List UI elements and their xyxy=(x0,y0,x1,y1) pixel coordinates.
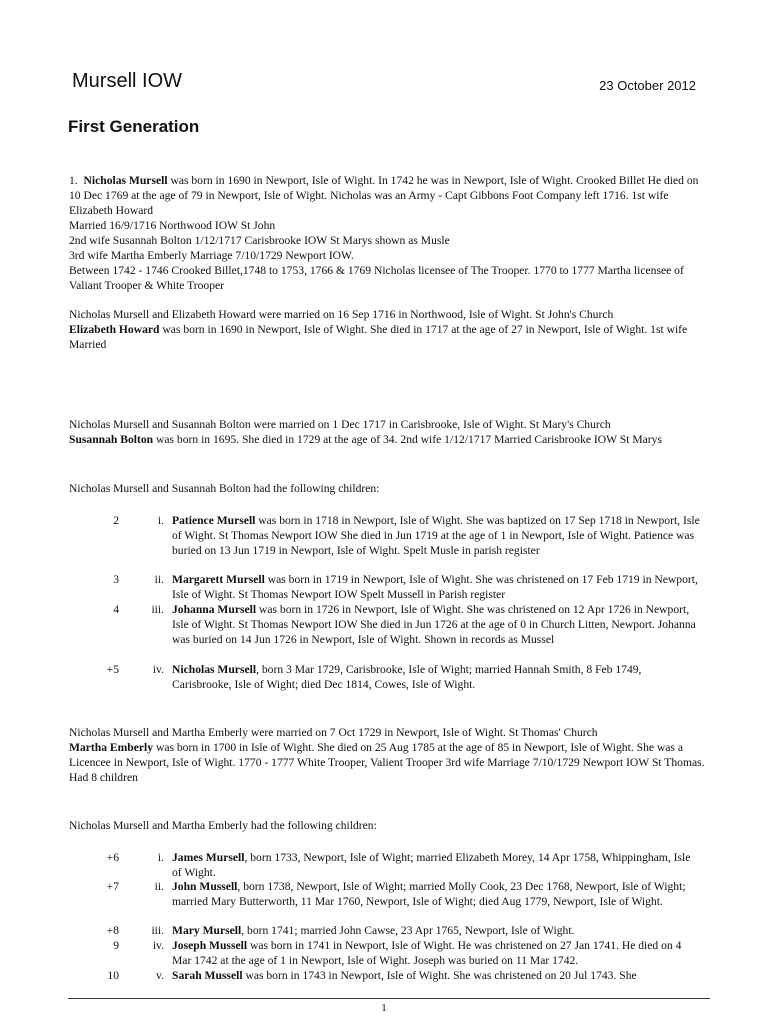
child-name: John Mussell xyxy=(172,880,238,893)
note-line: Between 1742 - 1746 Crooked Billet,1748 to 1753, 1766 & 1769 Nicholas licensee of The Trooper. 1770 to 1777 Martha licensee of Valiant Trooper & White Trooper xyxy=(69,264,684,292)
child-index: v. xyxy=(156,969,164,982)
child-name: James Mursell xyxy=(172,851,245,864)
person-name: Nicholas Mursell xyxy=(83,174,168,187)
generation-heading: First Generation xyxy=(68,117,200,136)
child-details: , born 1738, Newport, Isle of Wight; married Molly Cook, 23 Dec 1768, Newport, Isle of Wight; married Mary Butterworth, 11 Mar 1760, Newport, Isle of Wight; died Aug 1779, Newport, Isle of Wight. xyxy=(172,880,686,908)
child-name: Sarah Mussell xyxy=(172,969,243,982)
footer-divider xyxy=(68,998,710,999)
marriage-line: Nicholas Mursell and Susannah Bolton were married on 1 Dec 1717 in Carisbrooke, Isle of Wight. St Mary's Church xyxy=(69,418,611,431)
children-intro: Nicholas Mursell and Martha Emberly had the following children: xyxy=(69,819,377,832)
spouse-name: Elizabeth Howard xyxy=(69,323,160,336)
child-index: ii. xyxy=(154,880,164,893)
child-number: 4 xyxy=(113,603,119,616)
child-details: was born in 1718 in Newport, Isle of Wight. She was baptized on 17 Sep 1718 in Newport, Isle of Wight. St Thomas Newport IOW She died in Jun 1719 at the age of 1 in Newport, Isle of Wight. Patience was buried on 13 Jun 1719 in Newport, Isle of Wight. Spelt Musle in parish register xyxy=(172,514,700,557)
spouse-name: Martha Emberly xyxy=(69,741,154,754)
child-index: ii. xyxy=(154,573,164,586)
note-line: Married 16/9/1716 Northwood IOW St John xyxy=(69,219,276,232)
child-name: Johanna Mursell xyxy=(172,603,257,616)
child-name: Margarett Mursell xyxy=(172,573,265,586)
child-details: was born in 1726 in Newport, Isle of Wight. She was christened on 12 Apr 1726 in Newport, Isle of Wight. St Thomas Newport IOW She died in Jun 1726 at the age of 0 in Church Litten, Newport. Johanna was buried on 14 Jun 1726 in Newport, Isle of Wight. Shown in records as Mussel xyxy=(172,603,696,646)
marriage-line: Nicholas Mursell and Martha Emberly were married on 7 Oct 1729 in Newport, Isle of Wight. St Thomas' Church xyxy=(69,726,598,739)
child-name: Patience Mursell xyxy=(172,514,256,527)
child-index: i. xyxy=(157,514,164,527)
child-index: iv. xyxy=(152,939,164,952)
child-details: was born in 1719 in Newport, Isle of Wight. She was christened on 17 Feb 1719 in Newport, Isle of Wight. St Thomas Newport IOW Spelt Mussell in Parish register xyxy=(172,573,698,601)
note-line: 3rd wife Martha Emberly Marriage 7/10/1729 Newport IOW. xyxy=(69,249,354,262)
marriage-1 xyxy=(69,307,709,352)
spouse-note: Married xyxy=(69,338,107,351)
spouse-details: was born in 1695. She died in 1729 at the age of 34. 2nd wife 1/12/1717 Married Carisbrooke IOW St Marys xyxy=(153,433,662,446)
page-number: 1 xyxy=(381,1002,387,1014)
marriage-2 xyxy=(69,417,709,447)
marriage-3 xyxy=(69,725,709,785)
child-entry xyxy=(69,968,709,983)
child-details: , born 1733, Newport, Isle of Wight; married Elizabeth Morey, 14 Apr 1758, Whippingham, Isle of Wight. xyxy=(172,851,691,879)
child-number: 10 xyxy=(107,969,119,982)
child-details: was born in 1743 in Newport, Isle of Wight. She was christened on 20 Jul 1743. She xyxy=(242,969,637,982)
child-number: +6 xyxy=(106,851,119,864)
child-number: +5 xyxy=(106,663,119,676)
person-entry-1 xyxy=(69,173,709,293)
child-index: iii. xyxy=(151,924,164,937)
child-name: Nicholas Mursell xyxy=(172,663,257,676)
child-details: , born 3 Mar 1729, Carisbrooke, Isle of Wight; married Hannah Smith, 8 Feb 1749, Carisbrooke, Isle of Wight; died Dec 1814, Cowes, Isle of Wight. xyxy=(172,663,642,691)
marriage-line: Nicholas Mursell and Elizabeth Howard were married on 16 Sep 1716 in Northwood, Isle of Wight. St John's Church xyxy=(69,308,614,321)
child-index: iv. xyxy=(152,663,164,676)
spouse-note: Had 8 children xyxy=(69,771,138,784)
child-details: was born in 1741 in Newport, Isle of Wight. He was christened on 27 Jan 1741. He died on 4 Mar 1742 at the age of 1 in Newport, Isle of Wight. Joseph was buried on 11 Mar 1742. xyxy=(172,939,682,967)
document-date: 23 October 2012 xyxy=(599,78,696,93)
child-number: 2 xyxy=(113,514,119,527)
child-index: iii. xyxy=(151,603,164,616)
children-intro: Nicholas Mursell and Susannah Bolton had the following children: xyxy=(69,482,380,495)
child-name: Mary Mursell xyxy=(172,924,242,937)
spouse-details: was born in 1690 in Newport, Isle of Wight. She died in 1717 at the age of 27 in Newport, Isle of Wight. 1st wife xyxy=(159,323,688,336)
child-number: 3 xyxy=(113,573,119,586)
child-name: Joseph Mussell xyxy=(172,939,248,952)
entry-number: 1. xyxy=(69,174,78,187)
child-details: , born 1741; married John Cawse, 23 Apr 1765, Newport, Isle of Wight. xyxy=(241,924,575,937)
child-number: 9 xyxy=(113,939,119,952)
person-details: was born in 1690 in Newport, Isle of Wight. In 1742 he was in Newport, Isle of Wight. Crooked Billet He died on 10 Dec 1769 at the age of 79 in Newport, Isle of Wight. Nicholas was an Army - Capt Gibbons Foot Company left 1716. 1st wife Elizabeth Howard xyxy=(69,174,699,217)
spouse-details: was born in 1700 in Isle of Wight. She died on 25 Aug 1785 at the age of 85 in Newport, Isle of Wight. She was a Licencee in Newport, Isle of Wight. 1770 - 1777 White Trooper, Valient Trooper 3rd wife Marriage 7/10/1729 Newport IOW St Thomas. xyxy=(69,741,705,769)
child-number: +8 xyxy=(106,924,119,937)
spouse-name: Susannah Bolton xyxy=(69,433,154,446)
child-number: +7 xyxy=(106,880,119,893)
note-line: 2nd wife Susannah Bolton 1/12/1717 Carisbrooke IOW St Marys shown as Musle xyxy=(69,234,450,247)
document-title: Mursell IOW xyxy=(72,70,182,92)
child-index: i. xyxy=(157,851,164,864)
